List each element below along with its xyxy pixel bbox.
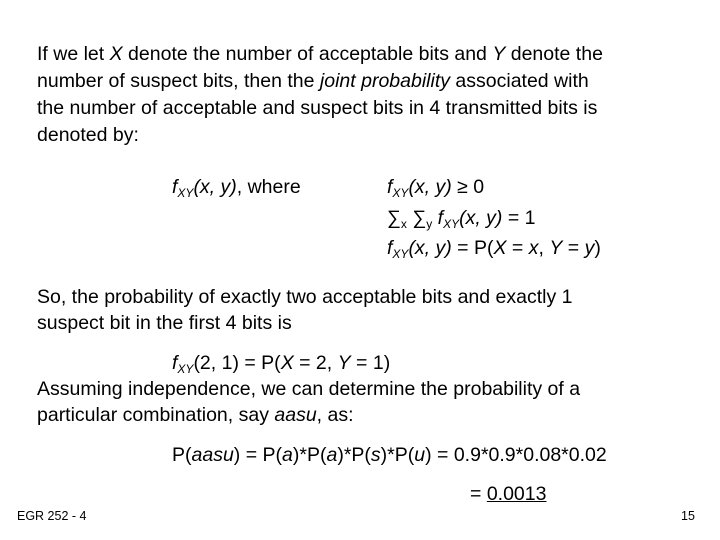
intro-line-3: the number of acceptable and suspect bits in 4 transmitted bits is	[37, 97, 598, 119]
intro-line-2: number of suspect bits, then the joint probability associated with	[37, 70, 589, 92]
calculation-result: = 0.0013	[470, 483, 547, 505]
calculation: P(aasu) = P(a)*P(a)*P(s)*P(u) = 0.9*0.9*0.08*0.02	[172, 444, 607, 466]
intro-line-4: denoted by:	[37, 124, 139, 146]
assume-line-2: particular combination, say aasu, as:	[37, 404, 354, 426]
so-line-1: So, the probability of exactly two acceptable bits and exactly 1	[37, 286, 573, 308]
footer-course: EGR 252 - 4	[17, 509, 87, 523]
example-equation: $f_{XY}(2$, 1) = P(X = 2, Y = 1)	[172, 352, 391, 376]
condition-nonnegative: $f_{XY}(x$, y) ≥ 0	[387, 176, 485, 200]
so-line-2: suspect bit in the first 4 bits is	[37, 312, 292, 334]
condition-probability: $f_{XY}(x$, y) = P(X = x, Y = y)	[387, 237, 601, 261]
intro-line-1: If we let X denote the number of acceptable bits and Y denote the	[37, 43, 603, 65]
joint-pmf-notation: $f_{XY}(x$, y), where	[172, 176, 301, 200]
assume-line-1: Assuming independence, we can determine the probability of a	[37, 378, 581, 400]
page-number: 15	[681, 509, 695, 523]
condition-sum-to-one: $\sum_x$ $\sum_y$ $f_{XY}(x$, y) = 1	[387, 207, 536, 231]
